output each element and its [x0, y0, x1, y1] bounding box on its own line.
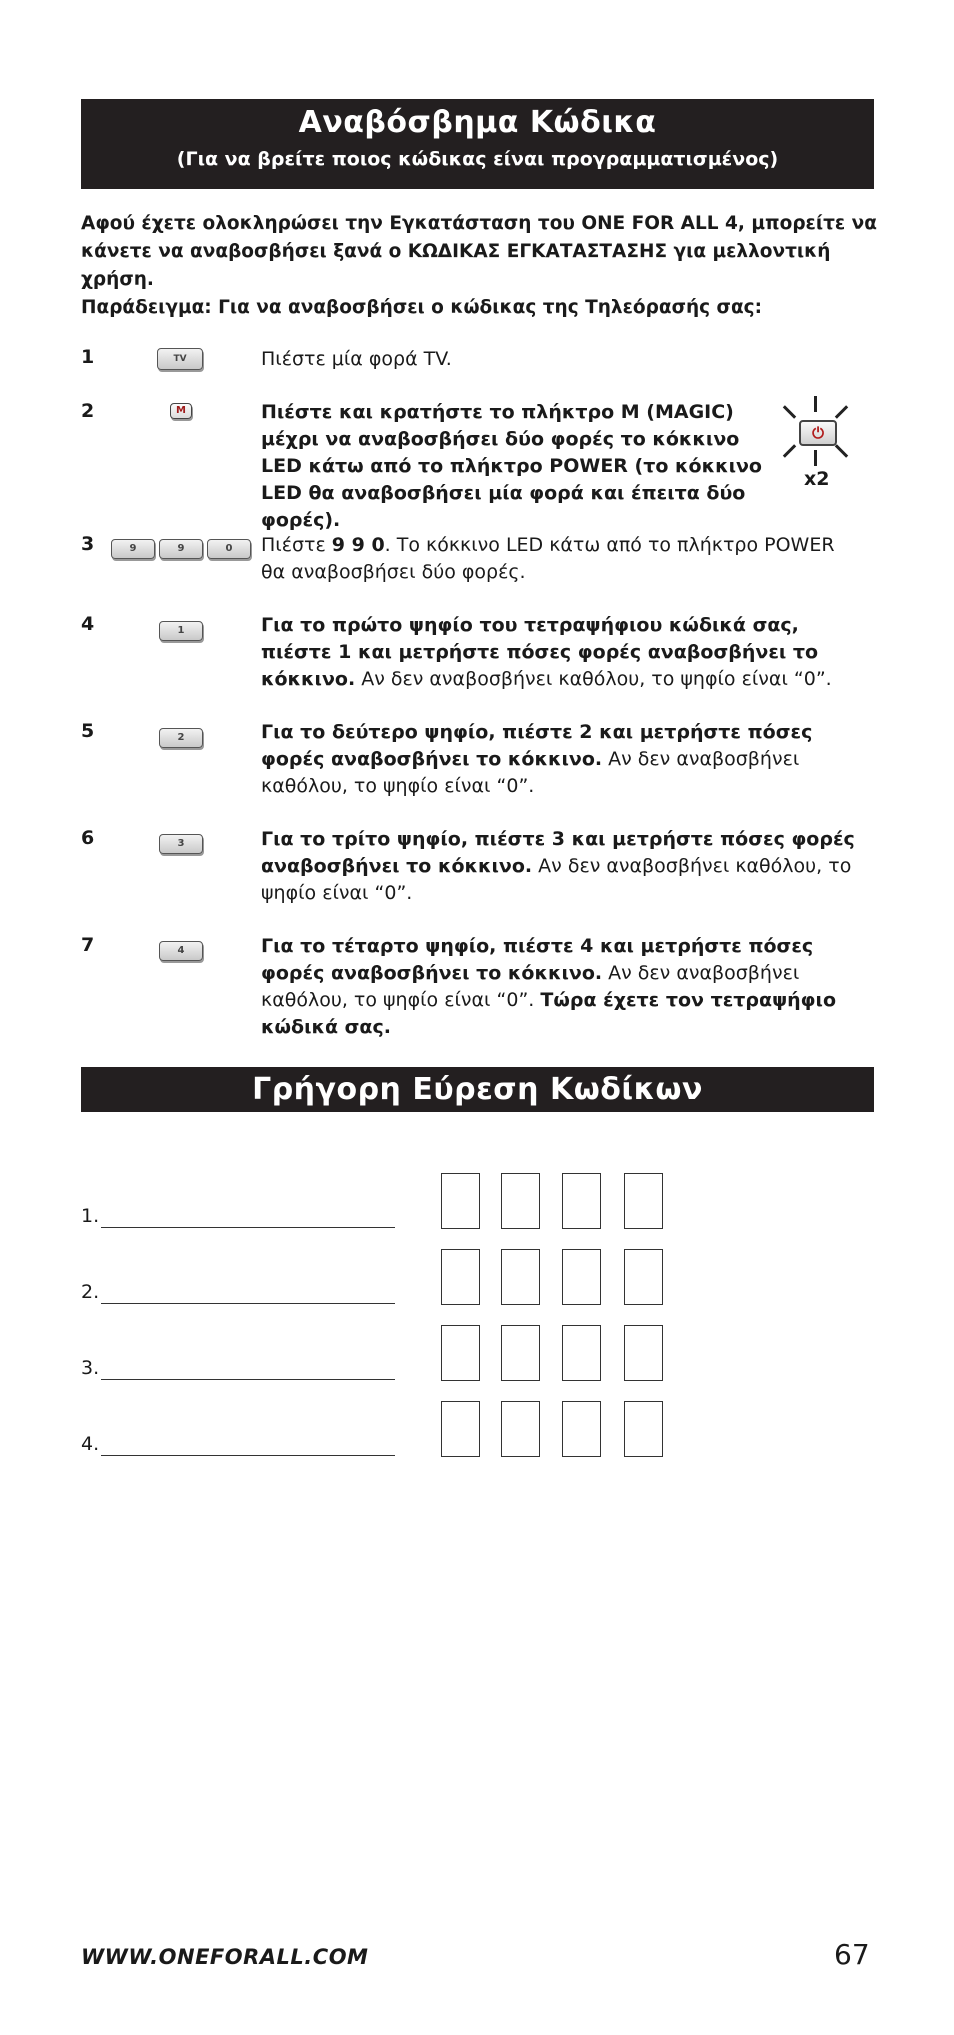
step-text — [261, 399, 771, 534]
step-text-pre: Πιέστε — [261, 534, 332, 556]
step-number: 1 — [81, 346, 95, 368]
code-digit-box — [624, 1173, 663, 1229]
code-digit-box — [562, 1249, 601, 1305]
entry-write-line — [101, 1227, 395, 1228]
step-text-post: Αν δεν αναβοσβήνει καθόλου, το ψηφίο είναι “0”. — [355, 668, 832, 690]
page-number: 67 — [834, 1938, 870, 1971]
digit-key-icon: 4 — [159, 941, 203, 961]
entry-number: 4. — [81, 1433, 100, 1455]
entry-write-line — [101, 1379, 395, 1380]
digit-key-icon: 3 — [159, 834, 203, 854]
code-digit-box — [624, 1325, 663, 1381]
step-text-bold: Για το τέταρτο ψηφίο, πιέστε 4 και μετρήστε πόσες φορές αναβοσβήνει το κόκκινο. — [261, 935, 814, 984]
digit-key-icon: 9 — [111, 539, 155, 559]
step-text-post: Αν δεν αναβοσβήνει καθόλου, το ψηφίο είναι “0”. — [261, 748, 800, 797]
step-number: 6 — [81, 827, 95, 849]
section-header-code-blink — [81, 99, 874, 189]
tv-key-icon: TV — [157, 348, 203, 370]
code-digit-box — [501, 1401, 540, 1457]
entry-number: 1. — [81, 1205, 100, 1227]
code-digit-box — [441, 1401, 480, 1457]
step-text — [261, 933, 861, 1041]
magic-key-icon: M — [170, 403, 192, 419]
code-digit-box — [624, 1401, 663, 1457]
step-text — [261, 612, 861, 693]
footer-url: WWW.ONEFORALL.COM — [81, 1945, 369, 1969]
step-text-post: . Το κόκκινο LED κάτω από το πλήκτρο POWER θα αναβοσβήσει δύο φορές. — [261, 534, 835, 583]
entry-write-line — [101, 1303, 395, 1304]
step-text-plain: Πιέστε μία φορά TV. — [261, 348, 452, 370]
code-digit-box — [501, 1249, 540, 1305]
code-digit-box — [624, 1249, 663, 1305]
step-number: 5 — [81, 720, 95, 742]
digit-key-icon: 1 — [159, 621, 203, 641]
code-digit-box — [441, 1249, 480, 1305]
example-heading: Παράδειγμα: Για να αναβοσβήσει ο κώδικας της Τηλεόρασής σας: — [81, 297, 763, 318]
code-digit-box — [562, 1325, 601, 1381]
step-number: 2 — [81, 400, 95, 422]
step-text-post: Αν δεν αναβοσβήνει καθόλου, το ψηφίο είναι “0”. — [261, 962, 800, 1011]
code-digit-box — [562, 1401, 601, 1457]
step-text-bold: 9 9 0 — [331, 534, 385, 556]
step-text-bold: Για το δεύτερο ψηφίο, πιέστε 2 και μετρήστε πόσες φορές αναβοσβήνει το κόκκινο. — [261, 721, 813, 770]
step-text — [261, 719, 861, 800]
step-number: 3 — [81, 533, 95, 555]
entry-number: 2. — [81, 1281, 100, 1303]
step-text — [261, 346, 861, 373]
entry-write-line — [101, 1455, 395, 1456]
section-title: Αναβόσβημα Κώδικα — [298, 105, 657, 140]
blink-count: x2 — [804, 468, 830, 490]
step-text-post: Αν δεν αναβοσβήνει καθόλου, το ψηφίο είναι “0”. — [261, 855, 852, 904]
code-digit-box — [562, 1173, 601, 1229]
code-digit-box — [441, 1325, 480, 1381]
code-digit-box — [501, 1173, 540, 1229]
section-header-quick-code-lookup — [81, 1067, 874, 1112]
digit-key-icon: 0 — [207, 539, 251, 559]
intro-paragraph: Αφού έχετε ολοκληρώσει την Εγκατάσταση του ONE FOR ALL 4, μπορείτε να κάνετε να αναβοσβήσει ξανά ο ΚΩΔΙΚΑΣ ΕΓΚΑΤΑΣΤΑΣΗΣ για μελλοντική χρήση. — [81, 213, 877, 290]
step-text-bold: Πιέστε και κρατήστε το πλήκτρο M (MAGIC) μέχρι να αναβοσβήσει δύο φορές το κόκκινο LED κάτω από το πλήκτρο POWER (το κόκκινο LED θα αναβοσβήσει μία φορά και έπειτα δύο φορές). — [261, 401, 762, 531]
digit-key-icon: 9 — [159, 539, 203, 559]
step-number: 7 — [81, 934, 95, 956]
step-text-bold: Για το τρίτο ψηφίο, πιέστε 3 και μετρήστε πόσες φορές αναβοσβήνει το κόκκινο. — [261, 828, 855, 877]
entry-number: 3. — [81, 1357, 100, 1379]
power-led-blink-icon — [780, 396, 850, 496]
section-title: Γρήγορη Εύρεση Κωδίκων — [252, 1072, 703, 1107]
step-text — [261, 532, 861, 586]
section-subtitle: (Για να βρείτε ποιος κώδικας είναι προγραμματισμένος) — [176, 148, 779, 170]
step-number: 4 — [81, 613, 95, 635]
step-text — [261, 826, 861, 907]
step-text-bold: Για το πρώτο ψηφίο του τετραψήφιου κώδικά σας, πιέστε 1 και μετρήστε πόσες φορές αναβοσβήνει το κόκκινο. — [261, 614, 819, 690]
code-digit-box — [501, 1325, 540, 1381]
power-key-icon: ⏻ — [799, 420, 837, 446]
step-text-bold-end: Τώρα έχετε τον τετραψήφιο κώδικά σας. — [261, 989, 837, 1038]
digit-key-icon: 2 — [159, 728, 203, 748]
code-digit-box — [441, 1173, 480, 1229]
